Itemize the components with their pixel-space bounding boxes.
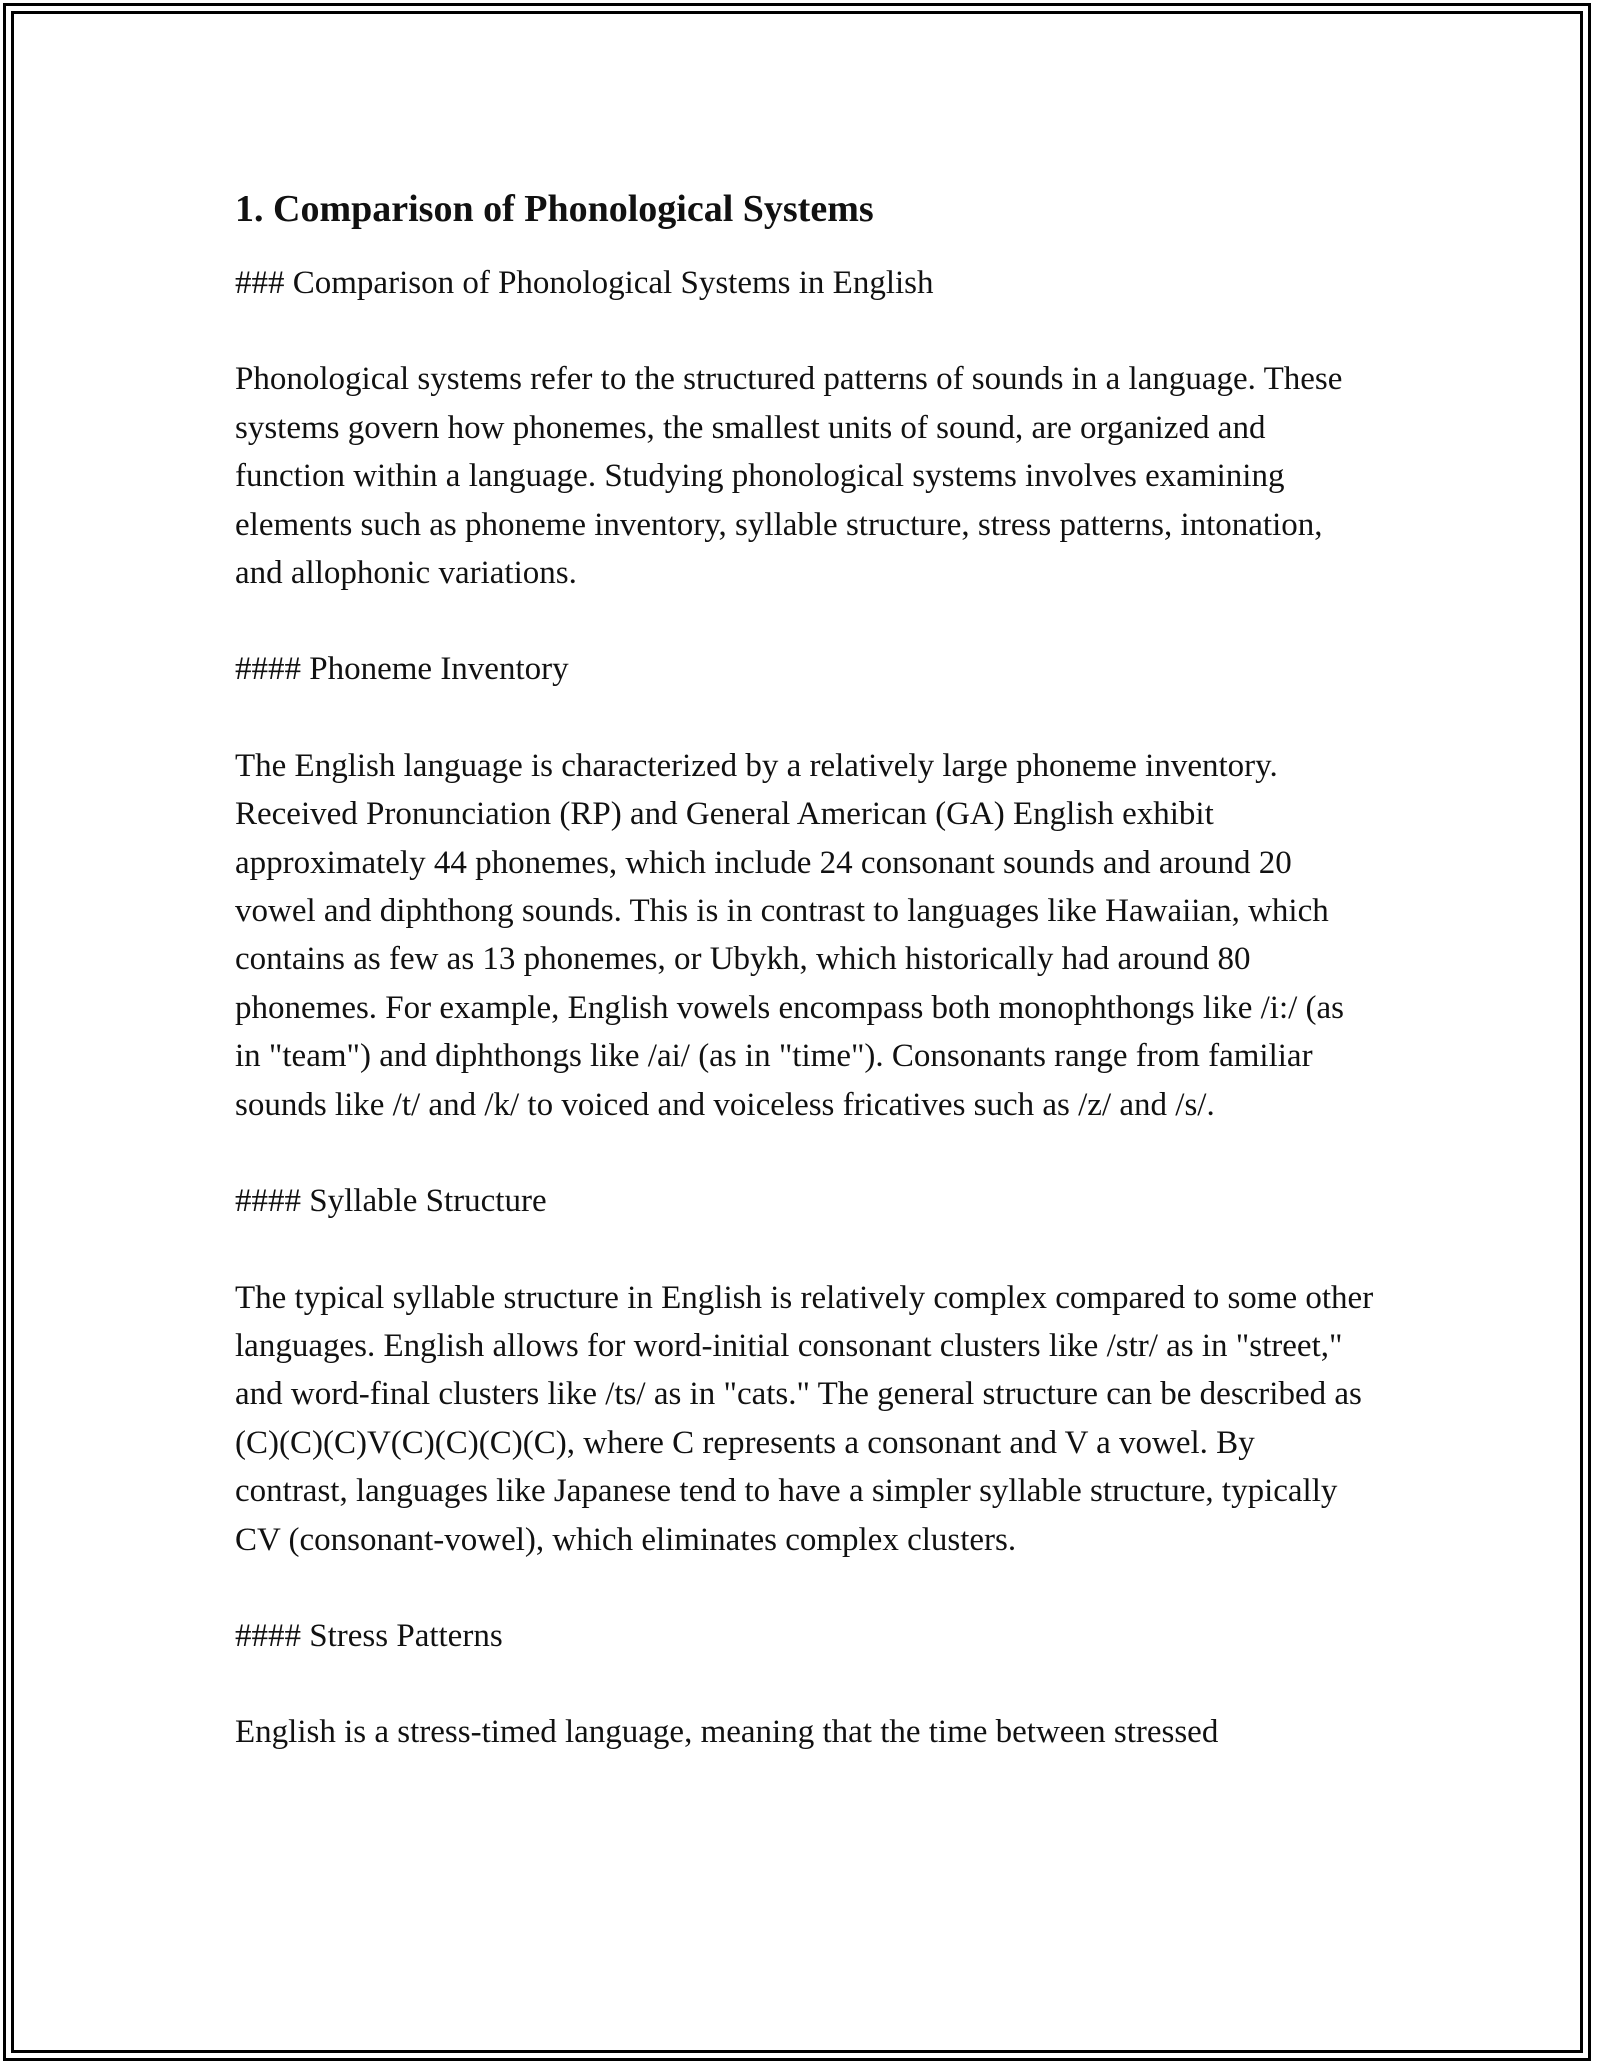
intro-paragraph: Phonological systems refer to the structured patterns of sounds in a language. These systems govern how phonemes, the smallest units of sound, are organized and function within a language. Studying phonological systems involves examining elements such as phoneme inventory, syllable structure, stress patterns, intonation, and allophonic variations. [235, 361, 1343, 592]
heading-phoneme-inventory: #### Phoneme Inventory [235, 651, 569, 688]
paragraph-syllable-structure: The typical syllable structure in English is relatively complex compared to some other languages. English allows for word-initial consonant clusters like /str/ as in "street," and word-final clusters like /ts/ as in "cats." The general structure can be described as (C)(C)(C)V(C)(C)(C)(C), where C represents a consonant and V a vowel. By contrast, languages like Japanese tend to have a simpler syllable structure, typically CV (consonant-vowel), which eliminates complex clusters. [235, 1279, 1374, 1558]
paragraph-stress-patterns: English is a stress-timed language, meaning that the time between stressed [235, 1714, 1219, 1751]
section-subtitle: ### Comparison of Phonological Systems in English [235, 265, 934, 301]
heading-stress-patterns: #### Stress Patterns [235, 1617, 503, 1654]
paragraph-phoneme-inventory: The English language is characterized by a relatively large phoneme inventory. Received Pronunciation (RP) and General American (GA) English exhibit approximately 44 phonemes, which include 24 consonant sounds and around 20 vowel and diphthong sounds. This is in contrast to languages like Hawaiian, which contains as few as 13 phonemes, or Ubykh, which historically had around 80 phonemes. For example, English vowels encompass both monophthongs like /i:/ (as in "team") and diphthongs like /ai/ (as in "time"). Consonants range from familiar sounds like /t/ and /k/ to voiced and voiceless fricatives such as /z/ and /s/. [235, 747, 1345, 1123]
document-body [235, 185, 1375, 1805]
heading-syllable-structure: #### Syllable Structure [235, 1183, 547, 1220]
document-title: 1. Comparison of Phonological Systems [235, 188, 874, 230]
